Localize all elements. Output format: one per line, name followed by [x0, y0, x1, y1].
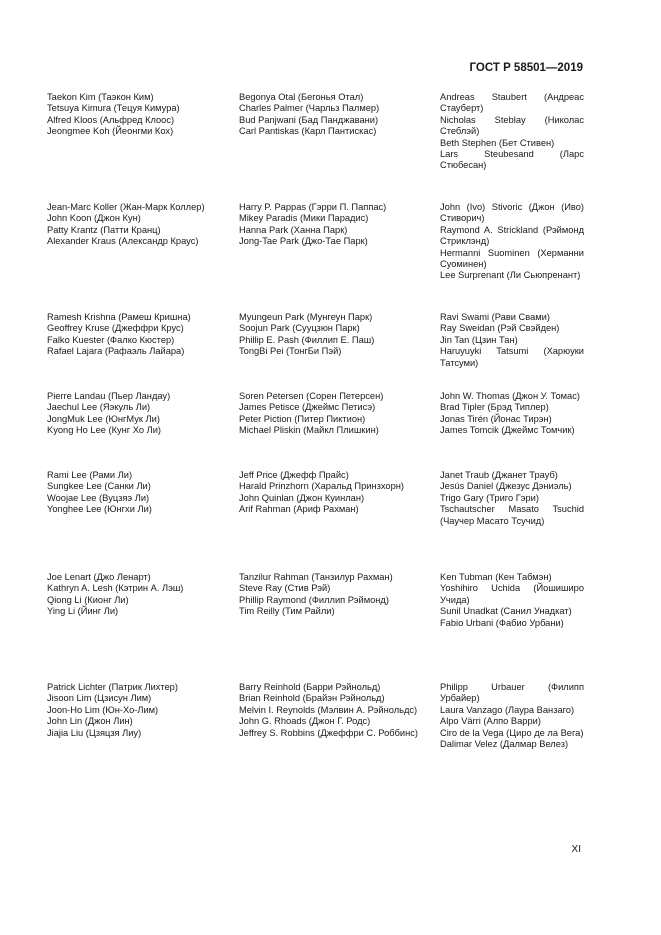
- name-entry: Philipp Urbauer (Филипп Урбайер): [440, 682, 584, 704]
- name-entry: Haruyuyki Tatsumi (Харюуки Татсуми): [440, 346, 584, 368]
- name-entry: Ciro de la Vega (Циро де ла Вега): [440, 727, 584, 738]
- name-entry: Joon-Ho Lim (Юн-Хо-Лим): [47, 704, 159, 715]
- name-entry: Michael Pliskin (Майкл Плишкин): [239, 425, 379, 436]
- name-block-col2: [239, 312, 427, 358]
- name-entry: Brian Reinhold (Брайэн Рэйнольд): [239, 693, 385, 704]
- name-block-col1: [47, 682, 225, 739]
- name-entry: Soren Petersen (Сорен Петерсен): [239, 391, 384, 401]
- name-entry: John W. Thomas (Джон У. Томас): [440, 391, 580, 401]
- name-entry: Mikey Paradis (Мики Парадис): [239, 213, 369, 224]
- name-entry: Lars Steubesand (Ларс Стюбесан): [440, 149, 584, 171]
- name-entry: Andreas Staubert (Андреас Стауберт): [440, 92, 584, 114]
- name-block-col3: [440, 92, 584, 172]
- name-entry: Carl Pantiskas (Карл Пантискас): [239, 126, 377, 137]
- name-entry: Myungeun Park (Мунгеун Парк): [239, 312, 373, 322]
- name-block-col1: [47, 312, 225, 358]
- name-entry: Nicholas Steblay (Николас Стеблэй): [440, 114, 584, 137]
- name-entry: Yonghee Lee (Юнгхи Ли): [47, 504, 152, 515]
- name-entry: Tetsuya Kimura (Тецуя Кимура): [47, 103, 180, 114]
- name-entry: Hanna Park (Ханна Парк): [239, 224, 348, 235]
- name-entry: Dalimar Velez (Далмар Велез): [440, 739, 569, 750]
- name-entry: John Quinlan (Джон Куинлан): [239, 492, 365, 503]
- name-entry: Jean-Marc Koller (Жан-Марк Коллер): [47, 202, 205, 212]
- name-entry: John Koon (Джон Кун): [47, 213, 141, 224]
- name-entry: Soojun Park (Сууцзюн Парк): [239, 323, 360, 334]
- name-entry: Qiong Li (Кионг Ли): [47, 594, 129, 605]
- name-entry: John (Ivo) Stivoric (Джон (Иво) Стиворич): [440, 202, 584, 224]
- name-entry: Patrick Lichter (Патрик Лихтер): [47, 682, 178, 692]
- name-entry: Steve Ray (Стив Рэй): [239, 583, 331, 594]
- name-block-col2: [239, 202, 427, 248]
- name-entry: Kathryn A. Lesh (Кэтрин А. Лэш): [47, 583, 184, 594]
- name-entry: Geoffrey Kruse (Джеффри Крус): [47, 323, 184, 334]
- name-entry: Lee Surprenant (Ли Сьюпренант): [440, 270, 581, 281]
- name-entry: Peter Piction (Питер Пиктион): [239, 413, 366, 424]
- name-entry: Joe Lenart (Джо Ленарт): [47, 572, 151, 582]
- name-entry: Tanzilur Rahman (Танзилур Рахман): [239, 572, 393, 582]
- name-entry: Harry P. Pappas (Гэрри П. Паппас): [239, 202, 387, 212]
- name-entry: Ying Li (Йинг Ли): [47, 606, 119, 617]
- name-entry: Jonas Tirén (Йонас Тирэн): [440, 413, 552, 424]
- name-block-col2: [239, 682, 427, 739]
- name-entry: Sungkee Lee (Санки Ли): [47, 481, 151, 492]
- name-entry: Ray Sweidan (Рэй Свэйден): [440, 323, 560, 334]
- name-entry: John Lin (Джон Лин): [47, 716, 133, 727]
- name-entry: Arif Rahman (Ариф Рахман): [239, 504, 359, 515]
- name-entry: Jisoon Lim (Цзисун Лим): [47, 693, 152, 704]
- name-entry: Alfred Kloos (Альфред Клоос): [47, 114, 175, 125]
- name-block-col3: [440, 391, 584, 437]
- name-entry: Falko Kuester (Фалко Кюстер): [47, 334, 175, 345]
- name-block-col1: [47, 202, 225, 248]
- name-entry: Sunil Unadkat (Санил Унадкат): [440, 606, 572, 617]
- name-entry: Raymond A. Strickland (Рэймонд Стриклэнд): [440, 224, 584, 247]
- name-entry: Fabio Urbani (Фабио Урбани): [440, 617, 564, 628]
- name-entry: Jesús Daniel (Джезус Дэниэль): [440, 481, 572, 492]
- name-entry: Jiajia Liu (Цзяцзя Лиу): [47, 727, 142, 738]
- name-block-col3: [440, 682, 584, 750]
- name-entry: Brad Tipler (Брэд Типлер): [440, 402, 549, 413]
- name-entry: Jong-Tae Park (Джо-Тае Парк): [239, 236, 368, 247]
- name-entry: Begonya Otal (Бегонья Отал): [239, 92, 364, 102]
- name-entry: Harald Prinzhorn (Харальд Принзхорн): [239, 481, 404, 492]
- name-entry: Phillip E. Pash (Филлип Е. Паш): [239, 334, 375, 345]
- name-entry: Ken Tubman (Кен Табмэн): [440, 572, 552, 582]
- name-entry: Woojae Lee (Вуцзяэ Ли): [47, 492, 150, 503]
- name-entry: Ravi Swami (Рави Свами): [440, 312, 550, 322]
- name-entry: Charles Palmer (Чарльз Палмер): [239, 103, 380, 114]
- name-entry: Taekon Kim (Таэкон Ким): [47, 92, 154, 102]
- name-entry: Trigo Gary (Триго Гэри): [440, 492, 539, 503]
- name-entry: Jeffrey S. Robbins (Джеффри С. Роббинс): [239, 727, 418, 738]
- name-entry: James Petisce (Джеймс Петисэ): [239, 402, 376, 413]
- name-entry: Ramesh Krishna (Рамеш Кришна): [47, 312, 191, 322]
- name-entry: Laura Vanzago (Лаура Ванзаго): [440, 704, 575, 715]
- name-block-col2: [239, 572, 427, 618]
- name-entry: JongMuk Lee (ЮнгМук Ли): [47, 413, 160, 424]
- name-entry: Bud Panjwani (Бад Панджавани): [239, 114, 379, 125]
- name-block-col1: [47, 470, 225, 516]
- name-entry: Jin Tan (Цзин Тан): [440, 334, 518, 345]
- document-code: ГОСТ Р 58501—2019: [469, 62, 583, 74]
- name-entry: Yoshihiro Uchida (Йошиширо Учида): [440, 583, 584, 605]
- name-entry: Janet Traub (Джанет Трауб): [440, 470, 558, 480]
- name-entry: Jeongmee Koh (Йеонгми Кох): [47, 126, 174, 137]
- name-entry: Rafael Lajara (Рафаэль Лайара): [47, 346, 185, 357]
- name-entry: Jaechul Lee (Яэкуль Ли): [47, 402, 151, 413]
- name-entry: Jeff Price (Джефф Прайс): [239, 470, 349, 480]
- name-entry: TongBi Pei (ТонгБи Пэй): [239, 346, 342, 357]
- name-entry: Beth Stephen (Бет Стивен): [440, 137, 555, 148]
- name-block-col1: [47, 92, 225, 138]
- name-block-col2: [239, 391, 427, 437]
- name-block-col3: [440, 572, 584, 629]
- name-entry: Pierre Landau (Пьер Ландау): [47, 391, 171, 401]
- name-entry: Kyong Ho Lee (Кунг Хо Ли): [47, 425, 162, 436]
- name-entry: Patty Krantz (Патти Кранц): [47, 224, 161, 235]
- name-block-col1: [47, 572, 225, 618]
- name-entry: Alpo Värri (Алпо Варри): [440, 716, 541, 727]
- name-block-col2: [239, 470, 427, 516]
- name-entry: Tim Reilly (Тим Райли): [239, 606, 335, 617]
- name-entry: Phillip Raymond (Филлип Рэймонд): [239, 594, 389, 605]
- name-block-col3: [440, 312, 584, 369]
- name-entry: Tschautscher Masato Tsuchid (Чаучер Масато Тсучид): [440, 504, 584, 526]
- name-block-col2: [239, 92, 427, 138]
- name-entry: Hermanni Suominen (Херманни Суоминен): [440, 247, 584, 270]
- name-entry: John G. Rhoads (Джон Г. Родс): [239, 716, 371, 727]
- name-entry: Rami Lee (Рами Ли): [47, 470, 133, 480]
- name-block-col1: [47, 391, 225, 437]
- name-entry: Barry Reinhold (Барри Рэйнольд): [239, 682, 381, 692]
- name-block-col3: [440, 470, 584, 527]
- name-block-col3: [440, 202, 584, 282]
- name-entry: James Tomcik (Джеймс Томчик): [440, 425, 575, 436]
- name-entry: Melvin I. Reynolds (Мэлвин А. Рэйнольдс): [239, 704, 418, 715]
- name-entry: Alexander Kraus (Александр Краус): [47, 236, 199, 247]
- page-number: XI: [571, 844, 581, 855]
